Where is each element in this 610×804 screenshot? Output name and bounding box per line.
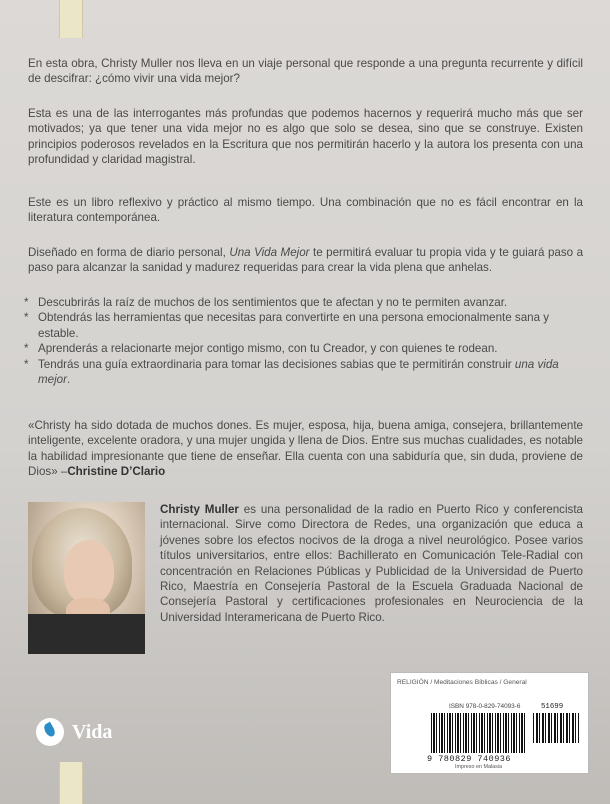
question-paragraph: Esta es una de las interrogantes más profundas que podemos hacernos y requerirá mucho más que ser motivados; ya que tener una vida mejor no es algo que solo se desea, sino que se construye. Existen principios poderosos revelados en la Escritura que nos permitirán hacerlo y la autora los presenta con una profundidad y claridad magistral. — [28, 107, 583, 167]
benefits-list — [24, 295, 584, 387]
bookmark-ribbon-top — [59, 0, 83, 38]
author-photo — [28, 502, 145, 654]
barcode-addon-bars — [533, 713, 579, 743]
intro-paragraph: En esta obra, Christy Muller nos lleva en un viaje personal que responde a una pregunta recurrente y difícil de descifrar: ¿cómo vivir una vida mejor? — [28, 57, 583, 86]
publisher-logo — [36, 718, 112, 746]
list-item: * Aprenderás a relacionarte mejor contigo mismo, con tu Creador, y con quienes te rodean. — [24, 342, 498, 356]
list-item: * Obtendrás las herramientas que necesitas para convertirte en una persona emocionalmente sana y estable. — [24, 311, 550, 340]
list-item: * Tendrás una guía extraordinaria para tomar las decisiones sabias que te permitirán construir una vida mejor. — [24, 357, 559, 387]
barcode-bars — [431, 713, 527, 753]
book-description-paragraph: Este es un libro reflexivo y práctico al mismo tiempo. Una combinación que no es fácil encontrar en la literatura contemporánea. — [28, 196, 583, 225]
category-text: RELIGIÓN / Meditaciones Bíblicas / General — [397, 679, 527, 686]
publisher-name: Vida — [72, 720, 113, 743]
vida-logo-icon — [36, 718, 64, 746]
author-bio: Christy Muller es una personalidad de la radio en Puerto Rico y conferencista internacional. Sirve como Directora de Redes, una organización que educa a jóvenes sobre los efectos nocivos de la droga a nivel neurológico. Posee varios títulos universitarios, entre ellos: Bachillerato en Comunicación Tele-Radial con concentración en Relaciones Públicas y Publicidad de la Universidad de Puerto Rico, Maestría en Consejería Pastoral de la Escuela Graduada Nacional de Consejería Pastoral y certificaciones profesionales en Neurociencia de la Universidad Interamericana de Puerto Rico. — [160, 503, 583, 624]
isbn-text: ISBN 978-0-829-74093-6 — [449, 703, 521, 710]
price-code: 51699 — [541, 703, 564, 711]
list-item: * Descubrirás la raíz de muchos de los sentimientos que te afectan y no te permiten avanzar. — [24, 296, 508, 309]
journal-paragraph: Diseñado en forma de diario personal, Una Vida Mejor te permitirá evaluar tu propia vida y te guiará paso a paso para alcanzar la sanidad y madurez requeridas para crear la vida plena que anhelas. — [28, 246, 584, 275]
barcode-label — [390, 672, 589, 774]
quote-author: Christine D’Clario — [67, 465, 166, 479]
endorsement-quote: «Christy ha sido dotada de muchos dones. Es mujer, esposa, hija, buena amiga, consejera, brillantemente inteligente, excelente oradora, y una mujer ungida y llena de Dios. Entre sus muchas cualidades, es notable la habilidad impresionante que tiene de enseñar. Ella cuenta con una sabiduría que, sin duda, proviene de Dios» –Christine D’Clario — [28, 419, 583, 479]
made-in-text: Impreso en Malasia — [455, 764, 503, 770]
barcode-number: 9 780829 740936 — [427, 754, 512, 764]
author-name: Christy Muller — [160, 503, 239, 516]
bookmark-ribbon-bottom — [59, 762, 83, 804]
